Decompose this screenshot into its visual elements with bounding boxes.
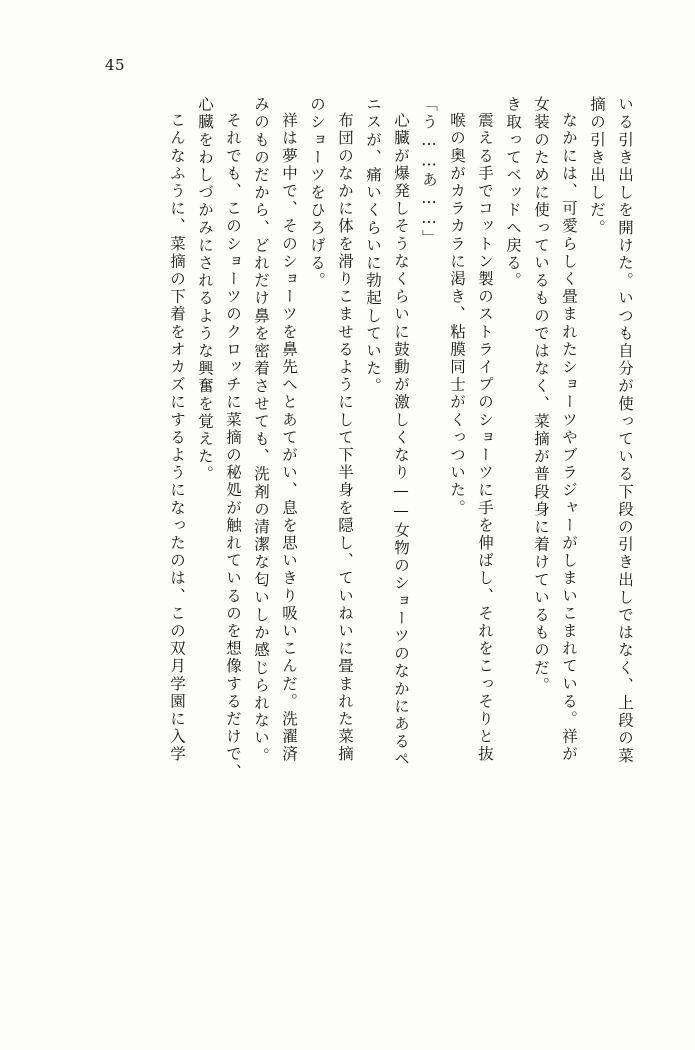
text-line: き取ってベッドへ戻る。 [504,96,522,290]
page-number: 45 [105,56,126,74]
text-line: 震える手でコットン製のストライプのショーツに手を伸ばし、それをこっそりと抜 [476,112,494,764]
text-line: 祥は夢中で、そのショーツを鼻先へとあてがい、息を思いきり吸いこんだ。洗濯済 [280,112,298,764]
text-line: のショーツをひろげる。 [308,96,326,290]
text-line: 「う……あ……」 [420,96,438,247]
text-line: 女装のために使っているものではなく、菜摘が普段身に着けているものだ。 [532,96,550,695]
text-line: 心臓をわしづかみにされるような興奮を覚えた。 [196,96,214,484]
vertical-text-block [62,96,632,976]
text-line: 摘の引き出しだ。 [588,96,606,237]
text-line: ニスが、痛いくらいに勃起していた。 [364,96,382,396]
text-line: いる引き出しを開けた。いつも自分が使っている下段の引き出しではなく、上段の菜 [616,96,634,765]
text-line: それでも、このショーツのクロッチに菜摘の秘処が触れているのを想像するだけで、 [224,112,242,781]
text-line: こんなふうに、菜摘の下着をオカズにするようになったのは、この双月学園に入学 [168,112,186,764]
text-line: 喉の奥がカラカラに渇き、粘膜同士がくっついた。 [448,112,466,517]
text-line: 布団のなかに体を滑りこませるようにして下半身を隠し、ていねいに畳まれた菜摘 [336,112,354,764]
text-line: なかには、可愛らしく畳まれたショーツやブラジャーがしまいこまれている。祥が [560,112,578,764]
text-line: 心臓が爆発しそうなくらいに鼓動が激しくなり——女物のショーツのなかにあるペ [392,112,410,769]
text-line: みのものだから、どれだけ鼻を密着させても、洗剤の清潔な匂いしか感じられない。 [252,96,270,765]
